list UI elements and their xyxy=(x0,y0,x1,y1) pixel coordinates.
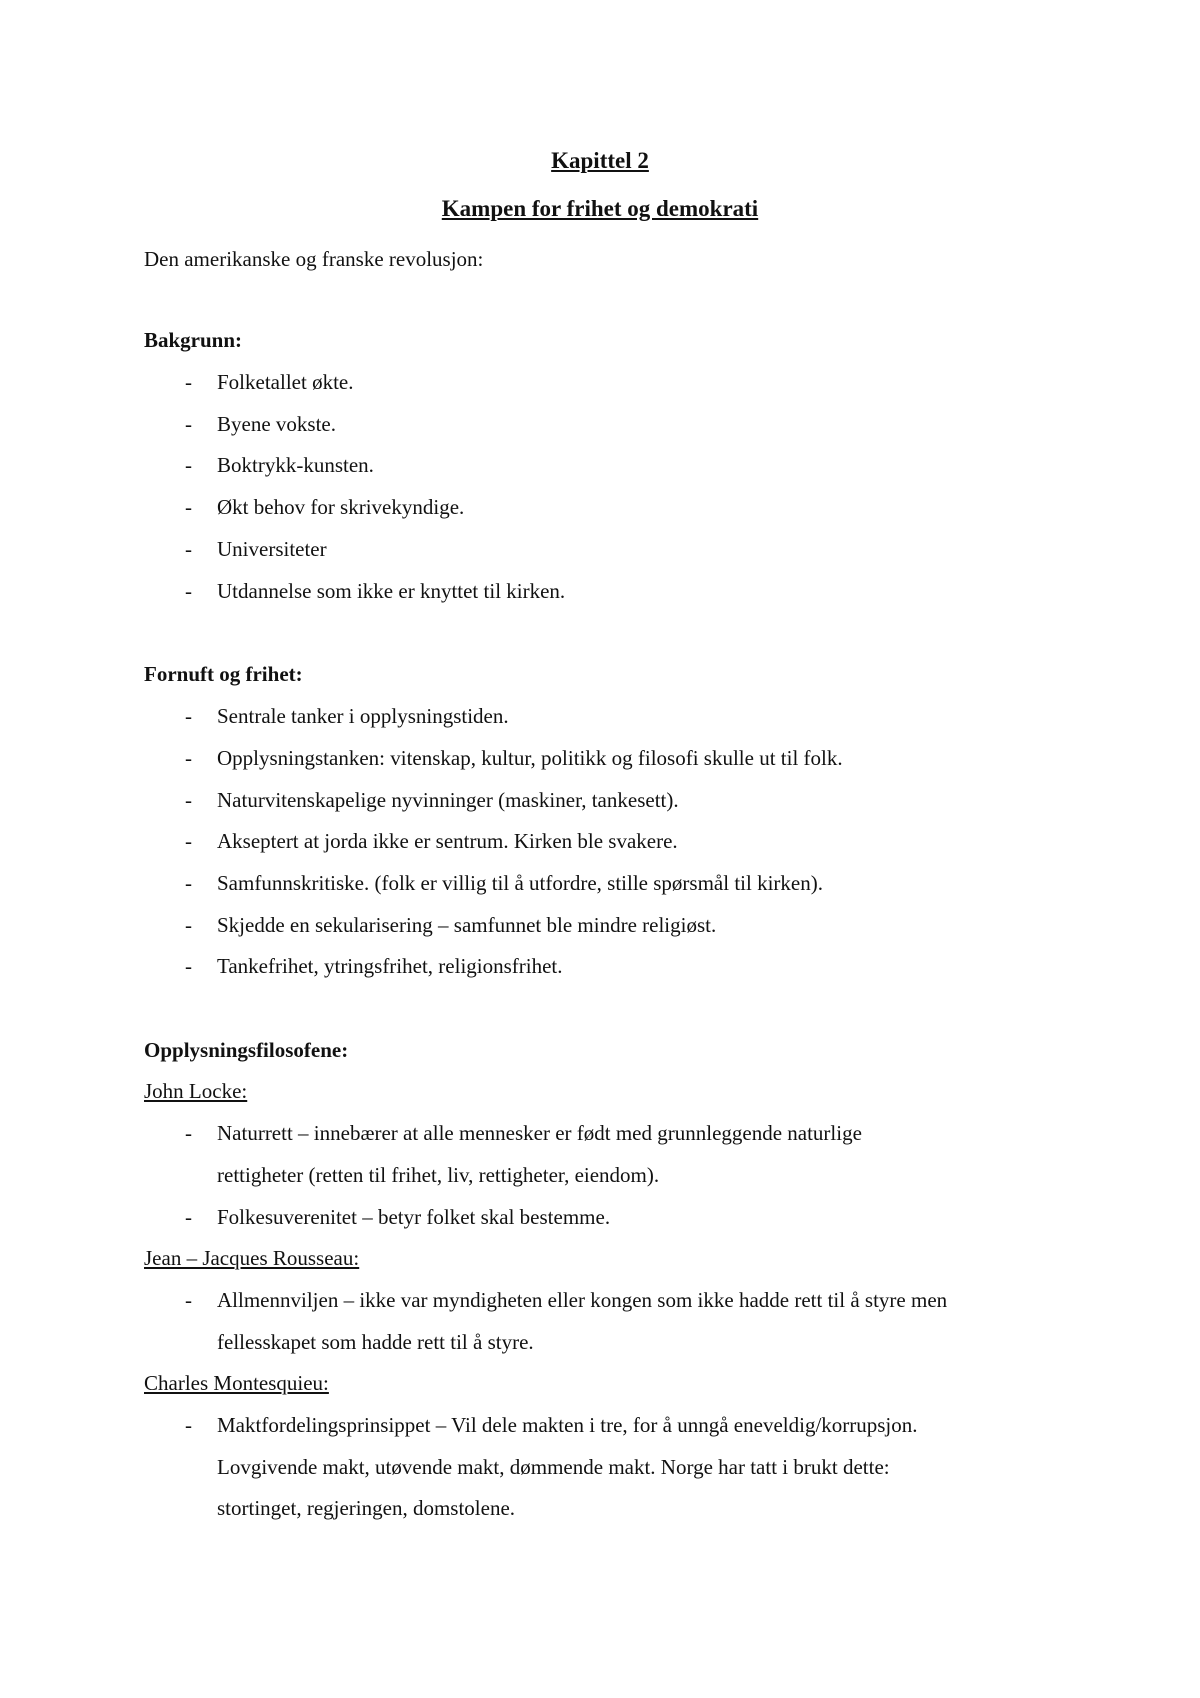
list-item-text: Opplysningstanken: vitenskap, kultur, politikk og filosofi skulle ut til folk. xyxy=(217,746,843,770)
bullet-dash: - xyxy=(185,1413,192,1437)
list-item-text: Boktrykk-kunsten. xyxy=(217,453,374,477)
bullet-dash: - xyxy=(185,788,192,812)
list-item-text: Naturvitenskapelige nyvinninger (maskiner, tankesett). xyxy=(217,788,679,812)
list-item-text: Samfunnskritiske. (folk er villig til å utfordre, stille spørsmål til kirken). xyxy=(217,871,823,895)
bullet-dash: - xyxy=(185,370,192,394)
bullet-dash: - xyxy=(185,954,192,978)
bullet-dash: - xyxy=(185,412,192,436)
bullet-dash: - xyxy=(185,453,192,477)
list-item-text: Byene vokste. xyxy=(217,412,336,436)
list-item-text-continued: rettigheter (retten til frihet, liv, rettigheter, eiendom). xyxy=(217,1163,660,1187)
bullet-dash: - xyxy=(185,495,192,519)
document-title: Kampen for frihet og demokrati xyxy=(441,196,759,221)
section-heading-fornuft: Fornuft og frihet: xyxy=(144,662,303,686)
list-item-text: Sentrale tanker i opplysningstiden. xyxy=(217,704,509,728)
philosopher-name-locke: John Locke: xyxy=(144,1079,248,1103)
section-heading-filosofer: Opplysningsfilosofene: xyxy=(144,1038,349,1062)
list-item-text: Utdannelse som ikke er knyttet til kirken. xyxy=(217,579,566,603)
list-item-text: Maktfordelingsprinsippet – Vil dele makten i tre, for å unngå eneveldig/korrupsjon. xyxy=(217,1413,918,1437)
bullet-dash: - xyxy=(185,746,192,770)
list-item-text-continued: Lovgivende makt, utøvende makt, dømmende makt. Norge har tatt i brukt dette: xyxy=(217,1455,890,1479)
section-heading-bakgrunn: Bakgrunn: xyxy=(144,328,243,352)
list-item-text: Naturrett – innebærer at alle mennesker er født med grunnleggende naturlige xyxy=(217,1121,862,1145)
list-item-text: Folkesuverenitet – betyr folket skal bestemme. xyxy=(217,1205,611,1229)
bullet-dash: - xyxy=(185,1121,192,1145)
list-item-text: Tankefrihet, ytringsfrihet, religionsfrihet. xyxy=(217,954,563,978)
list-item-text-continued: fellesskapet som hadde rett til å styre. xyxy=(217,1330,534,1354)
list-item-text: Akseptert at jorda ikke er sentrum. Kirken ble svakere. xyxy=(217,829,678,853)
list-item-text-continued: stortinget, regjeringen, domstolene. xyxy=(217,1496,516,1520)
intro-text: Den amerikanske og franske revolusjon: xyxy=(144,247,484,271)
list-item-text: Økt behov for skrivekyndige. xyxy=(217,495,465,519)
bullet-dash: - xyxy=(185,704,192,728)
bullet-dash: - xyxy=(185,579,192,603)
bullet-dash: - xyxy=(185,829,192,853)
list-item-text: Skjedde en sekularisering – samfunnet ble mindre religiøst. xyxy=(217,913,717,937)
bullet-dash: - xyxy=(185,1205,192,1229)
bullet-dash: - xyxy=(185,1288,192,1312)
list-item-text: Allmennviljen – ikke var myndigheten eller kongen som ikke hadde rett til å styre men xyxy=(217,1288,948,1312)
bullet-dash: - xyxy=(185,871,192,895)
bullet-dash: - xyxy=(185,537,192,561)
philosopher-name-montesquieu: Charles Montesquieu: xyxy=(144,1371,329,1395)
list-item-text: Universiteter xyxy=(217,537,327,561)
philosopher-name-rousseau: Jean – Jacques Rousseau: xyxy=(144,1246,360,1270)
chapter-title: Kapittel 2 xyxy=(551,148,649,173)
list-item-text: Folketallet økte. xyxy=(217,370,354,394)
bullet-dash: - xyxy=(185,913,192,937)
